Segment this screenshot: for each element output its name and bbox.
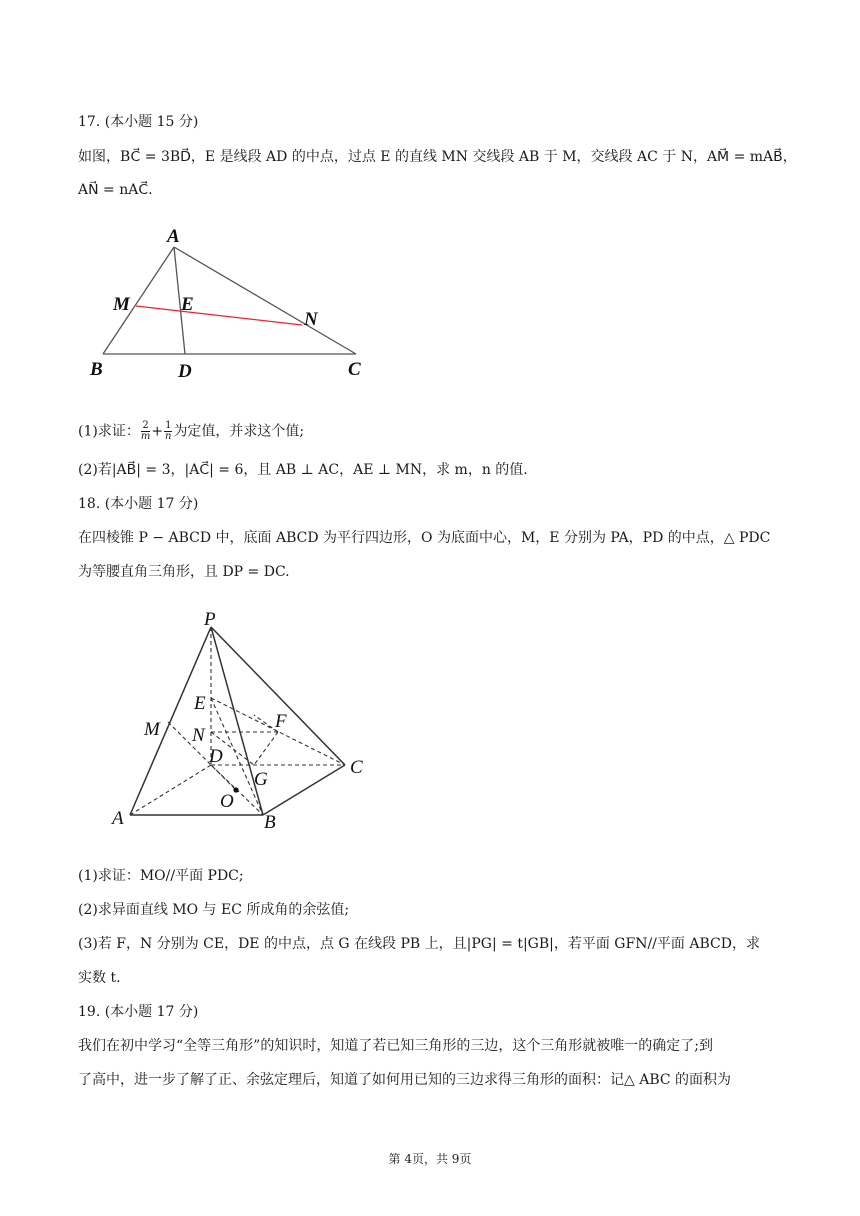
label-P: P (204, 609, 216, 630)
q19-header: 19. (本小题 17 分) (78, 1004, 199, 1020)
label-D2: D (209, 746, 223, 767)
label-F: F (275, 711, 287, 732)
q17-stem-line1: 如图，BC⃗ = 3BD⃗，E 是线段 AD 的中点，过点 E 的直线 MN 交线段 AB 于 M，交线段 AC 于 N，AM⃗ = mAB⃗， (78, 149, 797, 165)
page-footer: 第 4页，共 9页 (388, 1152, 472, 1166)
fraction-1-over-n (164, 421, 172, 442)
label-B: B (90, 359, 103, 380)
q18-stem-line2: 为等腰直角三角形，且 DP = DC. (78, 564, 290, 580)
q19-line2: 了高中，进一步了解了正、余弦定理后，知道了如何用已知的三边求得三角形的面积：记△ ABC 的面积为 (78, 1072, 732, 1088)
q18-part1: (1)求证：MO//平面 PDC; (78, 868, 244, 884)
q19-line1: 我们在初中学习“全等三角形”的知识时，知道了若已知三角形的三边，这个三角形就被唯一的确定了;到 (78, 1038, 714, 1054)
label-D: D (178, 361, 192, 382)
label-M2: M (144, 719, 160, 740)
label-C: C (348, 359, 361, 380)
label-M: M (113, 294, 130, 315)
q17-stem-line2: AN⃗ = nAC⃗. (78, 182, 153, 198)
q18-header: 18. (本小题 17 分) (78, 496, 199, 512)
q17-part1-prefix: (1)求证： (78, 423, 140, 440)
label-E: E (181, 294, 194, 315)
q18-part3-line1: (3)若 F，N 分别为 CE，DE 的中点，点 G 在线段 PB 上，且|PG| = t|GB|，若平面 GFN//平面 ABCD，求 (78, 936, 760, 952)
label-N: N (304, 309, 318, 330)
label-N2: N (192, 725, 205, 746)
label-O: O (220, 791, 234, 812)
label-C2: C (350, 757, 363, 778)
frac2-num: 1 (165, 420, 172, 431)
q18-pyramid-figure (100, 605, 390, 835)
q17-part2: (2)若|AB⃗| = 3，|AC⃗| = 6，且 AB ⊥ AC，AE ⊥ MN，求 m，n 的值. (78, 462, 528, 478)
q17-part1-plus: + (151, 423, 164, 440)
label-A: A (167, 226, 180, 247)
q18-stem-line1: 在四棱锥 P − ABCD 中，底面 ABCD 为平行四边形，O 为底面中心，M，E 分别为 PA，PD 的中点，△ PDC (78, 530, 771, 546)
q17-part1-suffix: 为定值，并求这个值; (173, 423, 305, 440)
frac1-den: m (140, 431, 151, 442)
label-E2: E (194, 693, 206, 714)
label-G: G (254, 769, 268, 790)
q18-part2: (2)求异面直线 MO 与 EC 所成角的余弦值; (78, 902, 350, 918)
frac2-den: n (165, 431, 172, 442)
q17-triangle-figure (80, 222, 380, 384)
label-A2: A (112, 808, 124, 829)
fraction-2-over-m (141, 421, 150, 442)
q17-header: 17. (本小题 15 分) (78, 114, 199, 130)
q17-part1 (78, 421, 304, 442)
q18-part3-line2: 实数 t. (78, 970, 121, 986)
label-B2: B (264, 812, 276, 833)
frac1-num: 2 (142, 420, 149, 431)
